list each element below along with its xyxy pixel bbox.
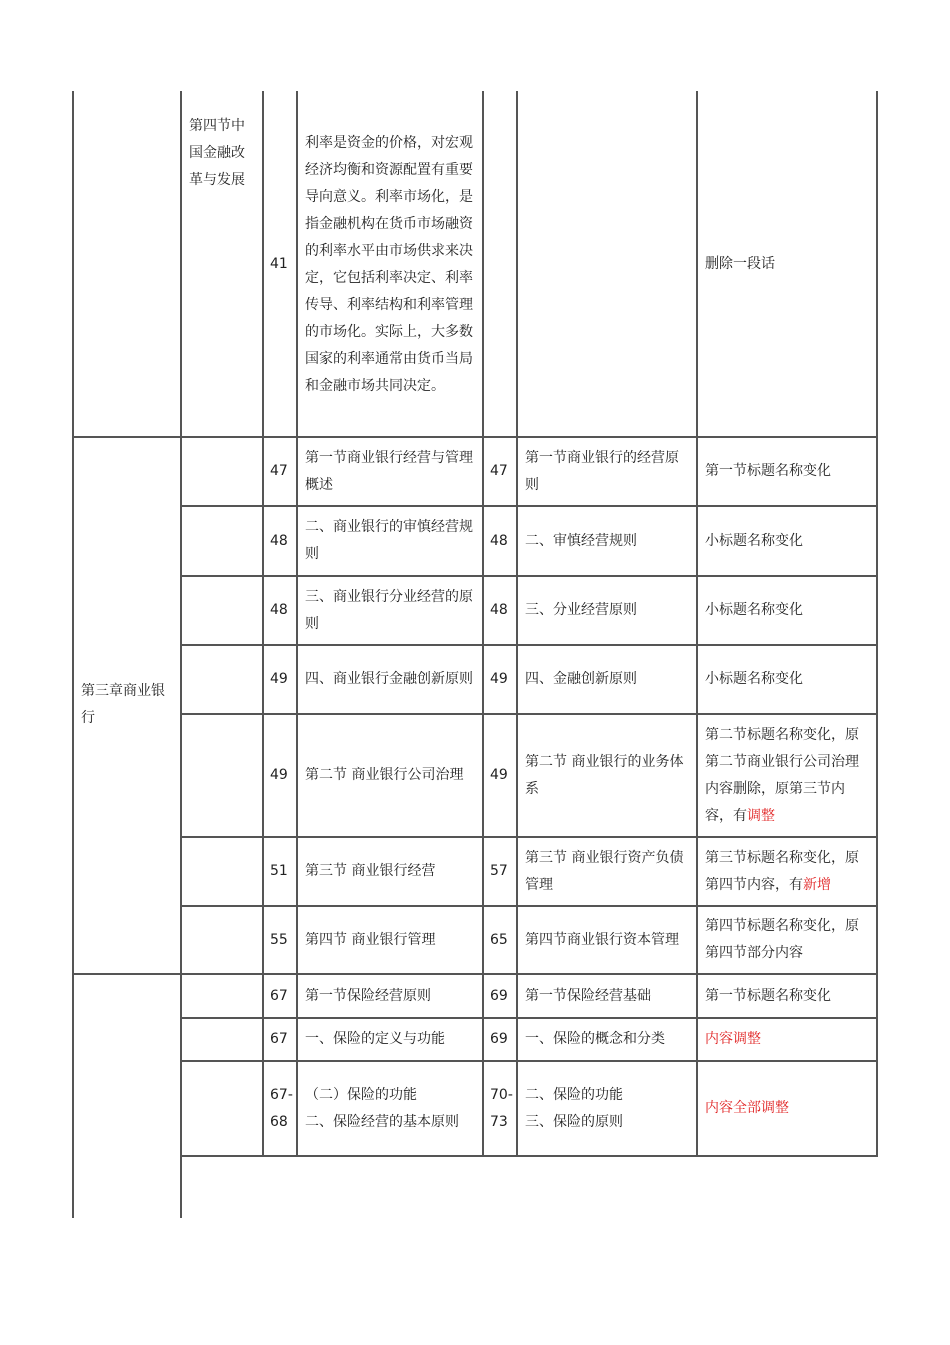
old-title: 四、商业银行金融创新原则 bbox=[305, 671, 473, 687]
new-title: 四、金融创新原则 bbox=[525, 671, 637, 687]
old-title: 一、保险的定义与功能 bbox=[305, 1031, 445, 1047]
old-page: 47 bbox=[270, 463, 288, 479]
change-note bbox=[698, 838, 876, 905]
change-note: 第一节标题名称变化 bbox=[705, 463, 831, 479]
new-page: 48 bbox=[490, 532, 508, 549]
new-title: 第四节商业银行资本管理 bbox=[525, 931, 679, 948]
old-page: 41 bbox=[270, 256, 288, 272]
new-title: 第三节 商业银行资产负债管理 bbox=[525, 849, 684, 893]
old-title: 利率是资金的价格，对宏观经济均衡和资源配置有重要导向意义。利率市场化，是指金融机构在货币市场融资的利率水平由市场供求来决定，它包括利率决定、利率传导、利率结构和利率管理的市场化。实际上，大多数国家的利率通常由货币当局和金融市场共同决定。 bbox=[305, 134, 473, 394]
change-note bbox=[698, 1062, 876, 1155]
change-note: 小标题名称变化 bbox=[705, 602, 803, 618]
new-title: 第一节商业银行的经营原则 bbox=[525, 449, 679, 493]
table-line bbox=[876, 91, 878, 1156]
old-page: 67-68 bbox=[270, 1086, 293, 1130]
section-title: 第四节中国金融改革与发展 bbox=[189, 118, 245, 188]
old-title: 第一节保险经营原则 bbox=[305, 987, 431, 1004]
change-note bbox=[698, 1019, 876, 1060]
old-title: 二、商业银行的审慎经营规则 bbox=[305, 519, 473, 562]
old-page: 67 bbox=[270, 1031, 288, 1047]
old-page: 51 bbox=[270, 863, 288, 879]
new-title: 三、分业经营原则 bbox=[525, 602, 637, 618]
note-text: 第二节标题名称变化，原第二节商业银行公司治理内容删除，原第三节内容，有 bbox=[705, 726, 859, 824]
new-page: 69 bbox=[490, 1031, 508, 1047]
note-text: 第三节标题名称变化，原第四节内容，有 bbox=[705, 849, 859, 893]
old-title: 第一节商业银行经营与管理概述 bbox=[305, 449, 473, 493]
old-page: 48 bbox=[270, 532, 288, 549]
old-title: 第四节 商业银行管理 bbox=[305, 931, 436, 948]
new-page: 49 bbox=[490, 671, 508, 687]
new-title: 一、保险的概念和分类 bbox=[525, 1031, 665, 1047]
old-page: 48 bbox=[270, 602, 288, 618]
new-page: 70-73 bbox=[490, 1086, 513, 1130]
new-title: 第二节 商业银行的业务体系 bbox=[525, 753, 684, 797]
new-page: 69 bbox=[490, 987, 508, 1004]
table-line bbox=[180, 1155, 878, 1157]
old-title: 第三节 商业银行经营 bbox=[305, 863, 436, 879]
new-title: 二、审慎经营规则 bbox=[525, 532, 637, 549]
old-page: 67 bbox=[270, 987, 288, 1004]
change-note: 小标题名称变化 bbox=[705, 671, 803, 687]
new-title: 第一节保险经营基础 bbox=[525, 987, 651, 1004]
old-page: 49 bbox=[270, 767, 288, 783]
change-note: 第一节标题名称变化 bbox=[705, 987, 831, 1004]
new-title: 二、保险的功能 三、保险的原则 bbox=[525, 1086, 623, 1130]
old-title: 三、商业银行分业经营的原则 bbox=[305, 588, 473, 632]
new-page: 48 bbox=[490, 602, 508, 618]
new-page: 57 bbox=[490, 863, 508, 879]
new-page: 65 bbox=[490, 931, 508, 948]
new-page: 49 bbox=[490, 767, 508, 783]
change-note: 第四节标题名称变化，原第四节部分内容 bbox=[705, 918, 859, 961]
change-note: 小标题名称变化 bbox=[705, 532, 803, 549]
note-highlight: 调整 bbox=[747, 807, 775, 824]
note-highlight: 内容全部调整 bbox=[705, 1100, 789, 1116]
new-page: 47 bbox=[490, 463, 508, 479]
old-page: 55 bbox=[270, 931, 288, 948]
old-title: 第二节 商业银行公司治理 bbox=[305, 767, 464, 783]
note-highlight: 内容调整 bbox=[705, 1031, 761, 1047]
chapter-title: 第三章商业银行 bbox=[81, 683, 165, 726]
old-page: 49 bbox=[270, 671, 288, 687]
table-line bbox=[72, 91, 74, 1218]
change-note bbox=[698, 715, 876, 836]
table-line bbox=[180, 91, 182, 1218]
note-highlight: 新增 bbox=[803, 876, 831, 893]
change-note: 删除一段话 bbox=[705, 256, 775, 272]
old-title: （二）保险的功能 二、保险经营的基本原则 bbox=[305, 1086, 459, 1130]
